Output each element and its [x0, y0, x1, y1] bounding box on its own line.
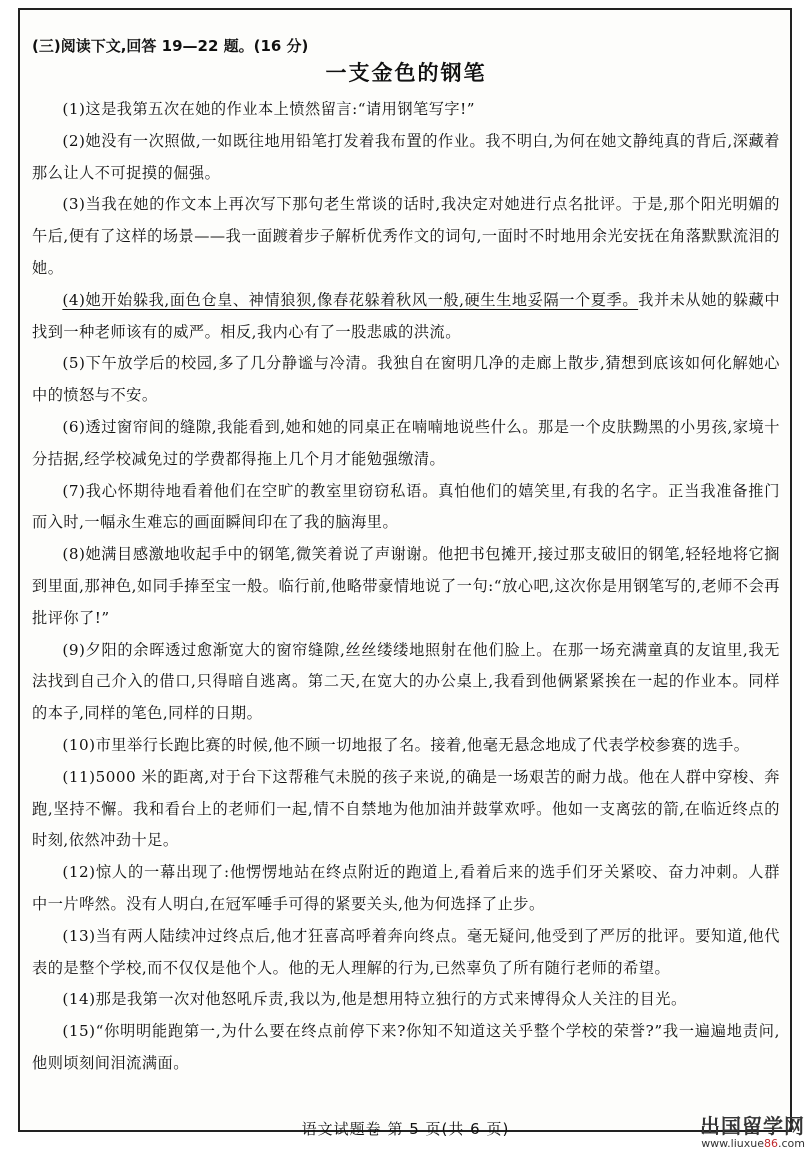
paragraph-5: (5)下午放学后的校园,多了几分静谧与冷清。我独自在窗明几净的走廊上散步,猜想到底该如何化解她心中的愤怒与不安。: [32, 354, 780, 405]
section-header: (三)阅读下文,回答 19—22 题。(16 分): [32, 37, 309, 55]
paragraph-15: (15)“你明明能跑第一,为什么要在终点前停下来?你知不知道这关乎整个学校的荣誉?”我一遍遍地责问,他则顷刻间泪流满面。: [32, 1022, 780, 1072]
paragraph-3: (3)当我在她的作文本上再次写下那句老生常谈的话时,我决定对她进行点名批评。于是,那个阳光明媚的午后,便有了这样的场景——我一面踱着步子解析优秀作文的词句,一面时不时地用余光安抚在角落默默流泪的她。: [32, 195, 780, 277]
paragraph-12: (12)惊人的一幕出现了:他愣愣地站在终点附近的跑道上,看着后来的选手们牙关紧咬、奋力冲刺。人群中一片哗然。没有人明白,在冠军唾手可得的紧要关头,他为何选择了止步。: [32, 863, 780, 913]
paragraph-2: (2)她没有一次照做,一如既往地用铅笔打发着我布置的作业。我不明白,为何在她文静纯真的背后,深藏着那么让人不可捉摸的倔强。: [32, 131, 780, 182]
exam-page: [18, 8, 792, 1132]
paragraph-11: (11)5000 米的距离,对于台下这帮稚气未脱的孩子来说,的确是一场艰苦的耐力战。他在人群中穿梭、奔跑,坚持不懈。我和看台上的老师们一起,情不自禁地为他加油并鼓掌欢呼。他如一支离弦的箭,在临近终点的时刻,依然冲劲十足。: [32, 767, 780, 850]
watermark-site-name: 出国留学网: [700, 1114, 805, 1138]
reading-passage: [32, 34, 780, 1080]
paragraph-6: (6)透过窗帘间的缝隙,我能看到,她和她的同桌正在喃喃地说些什么。那是一个皮肤黝黑的小男孩,家境十分拮据,经学校减免过的学费都得拖上几个月才能勉强缴清。: [32, 417, 780, 468]
paragraph-13: (13)当有两人陆续冲过终点后,他才狂喜高呼着奔向终点。毫无疑问,他受到了严厉的批评。要知道,他代表的是整个学校,而不仅仅是他个人。他的无人理解的行为,已然辜负了所有随行老师的希望。: [32, 926, 780, 977]
underlined-sentence: (4)她开始躲我,面色仓皇、神情狼狈,像春花躲着秋风一般,硬生生地妥隔一个夏季。: [62, 290, 639, 309]
watermark-url: www.liuxue86.com: [701, 1137, 805, 1150]
paragraph-7: (7)我心怀期待地看着他们在空旷的教室里窃窃私语。真怕他们的嬉笑里,有我的名字。正当我准备推门而入时,一幅永生难忘的画面瞬间印在了我的脑海里。: [32, 481, 780, 532]
site-watermark: [700, 1115, 805, 1150]
passage-title: 一支金色的钢笔: [325, 60, 487, 85]
paragraph-4-rest: 我并未从她的躲藏中找到一种老师该有的威严。相反,我内心有了一股悲戚的洪流。: [32, 290, 781, 341]
paragraph-8: (8)她满目感激地收起手中的钢笔,微笑着说了声谢谢。他把书包摊开,接过那支破旧的钢笔,轻轻地将它搁到里面,那神色,如同手捧至宝一般。临行前,他略带豪情地说了一句:“放心吧,这次你是用钢笔写的,老师不会再批评你了!”: [32, 545, 780, 627]
paragraph-9: (9)夕阳的余晖透过愈渐宽大的窗帘缝隙,丝丝缕缕地照射在他们脸上。在那一场充满童真的友谊里,我无法找到自己介入的借口,只得暗自逃离。第二天,在宽大的办公桌上,我看到他俩紧紧挨在一起的作业本。同样的本子,同样的笔色,同样的日期。: [32, 640, 780, 723]
paragraph-14: (14)那是我第一次对他怒吼斥责,我以为,他是想用特立独行的方式来博得众人关注的目光。: [62, 990, 687, 1009]
paragraph-1: (1)这是我第五次在她的作业本上愤然留言:“请用钢笔写字!”: [62, 100, 475, 118]
paragraph-10: (10)市里举行长跑比赛的时候,他不顾一切地报了名。接着,他毫无悬念地成了代表学校参赛的选手。: [62, 735, 750, 754]
page-footer: 语文试题卷 第 5 页(共 6 页): [301, 1120, 510, 1138]
paragraph-4: [32, 285, 780, 349]
